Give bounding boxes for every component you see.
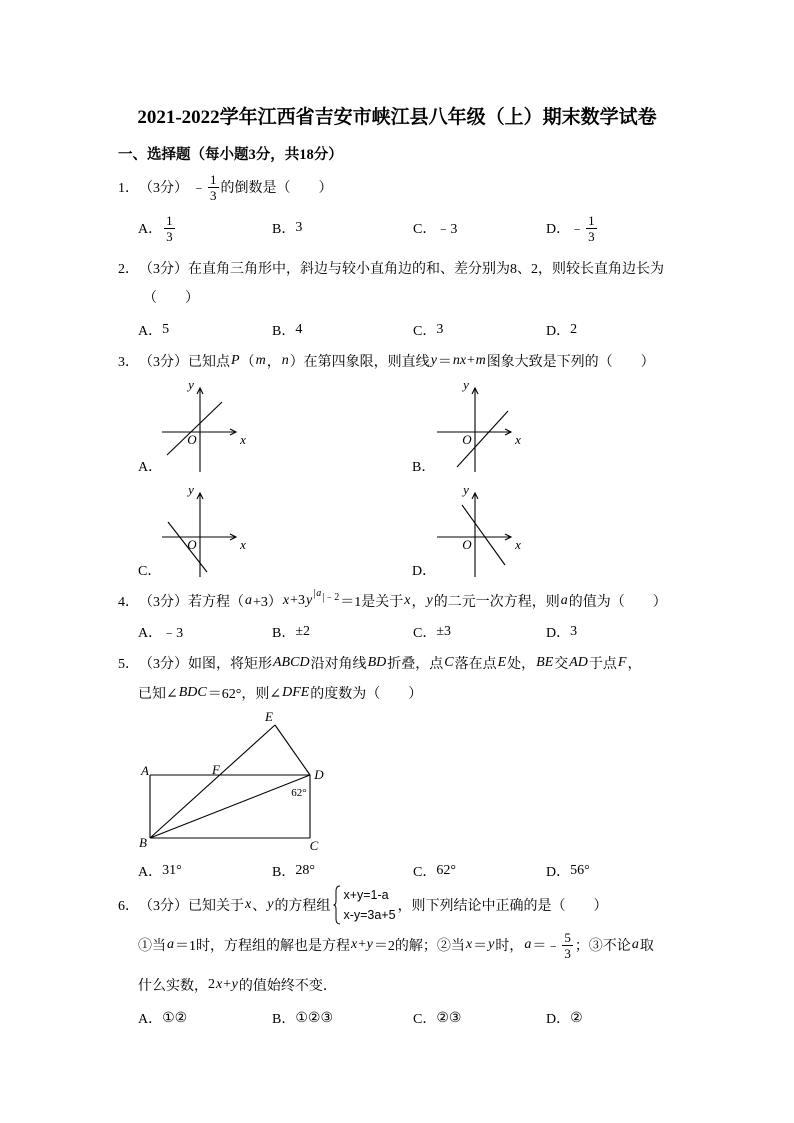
- origin-label: O: [187, 537, 197, 552]
- question-text: ＝: [437, 355, 452, 370]
- question-score: （3分）: [139, 355, 188, 370]
- q6-option-a: [138, 1003, 187, 1033]
- vertex-a-label: A: [141, 763, 149, 778]
- variable: a: [316, 587, 322, 599]
- fraction: [586, 214, 597, 243]
- question-text: 在直角三角形中，斜边与较小直角边的和、差分别为8、2，则较长直角边长为: [188, 262, 664, 277]
- exponent-text: |: [313, 587, 316, 599]
- q5-option-c: [413, 856, 456, 886]
- option-label: C．: [138, 564, 162, 579]
- fraction-numerator: 1: [588, 212, 595, 228]
- origin-label: O: [187, 432, 197, 447]
- option-value: ①②: [162, 1010, 188, 1026]
- variable: a: [631, 937, 639, 952]
- equation-system: [333, 885, 395, 925]
- statement-text: 什么实数，: [138, 979, 208, 994]
- variable: BD: [367, 655, 387, 670]
- q3-option-a-graph: [155, 377, 250, 475]
- question-text: 处，: [507, 657, 536, 672]
- variable: P: [231, 353, 240, 368]
- fraction: [208, 173, 219, 202]
- segment-ed: [275, 725, 310, 775]
- equation-1: x+y=1-a: [343, 888, 389, 902]
- fraction-numerator: 1: [210, 171, 217, 187]
- question-text: 的值为（ ）: [568, 595, 667, 610]
- question-text: 的度数为（ ）: [310, 687, 423, 702]
- question-text: 的二元一次方程，则: [433, 595, 560, 610]
- q3-option-d-graph: [430, 482, 525, 580]
- function-line: [462, 505, 505, 565]
- brace-path: [334, 886, 341, 924]
- option-label: B．: [272, 626, 296, 641]
- variable: m: [255, 353, 266, 368]
- variable: x: [404, 593, 411, 608]
- option-label: B．: [272, 1012, 296, 1027]
- statement-text: 时，: [495, 939, 524, 954]
- variable: AD: [569, 655, 588, 670]
- question-6-statements: [138, 930, 654, 960]
- q1-option-d: [546, 213, 599, 243]
- statement-text: ；③不论: [574, 939, 631, 954]
- question-number: 5．: [118, 657, 139, 672]
- option-label: A．: [138, 865, 163, 880]
- option-value: 5: [162, 322, 170, 337]
- section-heading: 一、选择题（每小题3分，共18分）: [118, 146, 343, 163]
- option-label: D．: [546, 324, 571, 339]
- fraction-denominator: 3: [588, 228, 595, 244]
- option-value: 3: [570, 624, 578, 639]
- variable: E: [497, 655, 507, 670]
- equations: [343, 885, 395, 925]
- option-label: D．: [412, 564, 437, 579]
- q2-option-b: [272, 315, 302, 345]
- variable: a: [167, 937, 174, 952]
- question-text: ，: [627, 657, 642, 672]
- question-number: 1．: [118, 181, 139, 196]
- segment-be: [150, 725, 275, 838]
- y-axis-label: y: [463, 482, 469, 497]
- option-label: C．: [413, 865, 437, 880]
- variable: n: [281, 353, 289, 368]
- variable: y: [426, 593, 433, 608]
- option-value: 3: [295, 220, 303, 235]
- question-5-continued: [138, 678, 422, 708]
- exponent-text: |﹣2: [322, 591, 340, 603]
- question-2: [118, 253, 664, 283]
- origin-label: O: [462, 432, 472, 447]
- question-text: ＝1是关于: [340, 595, 404, 610]
- q5-rectangle-fold-figure: [130, 705, 330, 855]
- option-value: 62°: [436, 863, 456, 878]
- option-label: C．: [413, 1012, 437, 1027]
- option-label: A．: [138, 460, 163, 475]
- option-label: A．: [138, 1012, 163, 1027]
- fraction: [562, 931, 573, 960]
- variable: BE: [536, 655, 554, 670]
- statement-text: ＝: [473, 939, 488, 954]
- origin-label: O: [462, 537, 472, 552]
- question-text: 交: [554, 657, 569, 672]
- q2-option-c: [413, 315, 443, 345]
- option-label: B．: [272, 324, 296, 339]
- question-text: 折叠，点: [387, 657, 444, 672]
- question-text: 的方程组: [274, 899, 331, 914]
- statement-text: 取: [639, 939, 654, 954]
- variable: DFE: [282, 685, 310, 700]
- x-axis-label: x: [240, 537, 246, 552]
- q4-option-c: [413, 617, 451, 647]
- equation-2: x-y=3a+5: [343, 908, 396, 922]
- q4-option-d: [546, 617, 577, 647]
- q6-option-c: [413, 1003, 461, 1033]
- variable: BDC: [178, 685, 207, 700]
- question-text: 、: [252, 899, 267, 914]
- option-label: C．: [413, 626, 437, 641]
- q5-option-b: [272, 856, 315, 886]
- question-text: ，: [266, 355, 281, 370]
- option-label: A．: [138, 324, 163, 339]
- variable: x+y: [351, 937, 373, 952]
- q3-option-d: [412, 555, 436, 585]
- question-text: 图象大致是下列的（ ）: [486, 355, 655, 370]
- exponent: [313, 588, 339, 603]
- y-axis-label: y: [188, 482, 194, 497]
- variable: x+y: [216, 977, 238, 992]
- statement-text: ＝2的解；②当: [373, 939, 465, 954]
- question-text: 沿对角线: [310, 657, 367, 672]
- x-axis-label: x: [515, 537, 521, 552]
- option-label: B．: [272, 865, 296, 880]
- variable: y: [430, 353, 437, 368]
- option-label: D．: [546, 1012, 571, 1027]
- variable: nx+m: [452, 353, 486, 368]
- q3-option-b: [412, 451, 435, 481]
- option-value: ﹣3: [436, 222, 458, 237]
- diagonal-bd: [150, 775, 310, 838]
- option-label: D．: [546, 865, 571, 880]
- question-6: [118, 883, 608, 927]
- question-text: 已知关于: [188, 899, 244, 914]
- variable: x: [282, 593, 290, 608]
- question-text: ，则下列结论中正确的是（ ）: [397, 899, 608, 914]
- q6-option-b: [272, 1003, 333, 1033]
- question-score: （3分）: [139, 899, 188, 914]
- option-value: ﹣3: [162, 626, 184, 641]
- question-text: 若方程（: [188, 595, 244, 610]
- q2-option-a: [138, 315, 169, 345]
- question-3: [118, 346, 655, 376]
- question-score: （3分）: [139, 657, 188, 672]
- option-value: ②③: [436, 1010, 462, 1026]
- y-axis-label: y: [188, 377, 194, 392]
- vertex-c-label: C: [309, 838, 319, 853]
- function-line: [167, 402, 222, 455]
- question-text: 已知∠: [138, 687, 178, 702]
- option-label: C．: [413, 222, 437, 237]
- q5-option-d: [546, 856, 590, 886]
- minus-sign: ﹣: [192, 181, 206, 196]
- option-label: B．: [272, 222, 296, 237]
- x-axis-label: x: [515, 432, 521, 447]
- question-6-statements-continued: [138, 970, 337, 1000]
- question-5: [118, 648, 641, 678]
- question-text: 落在点: [454, 657, 497, 672]
- option-label: D．: [546, 626, 571, 641]
- fraction-denominator: 3: [166, 228, 173, 244]
- question-2-continued: （ ）: [143, 291, 199, 306]
- option-value: ①②③: [295, 1010, 333, 1026]
- question-number: 4．: [118, 595, 139, 610]
- option-label: A．: [138, 626, 163, 641]
- fraction: [164, 214, 175, 243]
- question-text: 已知点: [188, 355, 230, 370]
- question-score: （3分）: [139, 595, 188, 610]
- option-label: A．: [138, 222, 163, 237]
- question-number: 2．: [118, 262, 139, 277]
- question-number: 3．: [118, 355, 139, 370]
- point-e-label: E: [265, 709, 273, 724]
- q3-option-b-graph: [430, 377, 525, 475]
- q4-option-a: [138, 617, 183, 647]
- variable: x: [465, 937, 473, 952]
- option-value: 28°: [295, 863, 315, 878]
- statement-text: ①当: [138, 939, 166, 954]
- option-label: C．: [413, 324, 437, 339]
- q4-option-b: [272, 617, 310, 647]
- q6-option-d: [546, 1003, 583, 1033]
- question-text: +3）: [253, 595, 282, 610]
- option-value: ±2: [295, 624, 311, 639]
- vertex-d-label: D: [314, 767, 324, 782]
- option-value: 2: [570, 322, 578, 337]
- question-score: （3分）: [139, 262, 188, 277]
- option-value: 56°: [570, 863, 590, 878]
- exam-title: 2021-2022学年江西省吉安市峡江县八年级（上）期末数学试卷: [137, 107, 657, 128]
- angle-label: 62°: [291, 787, 307, 799]
- q3-option-c: [138, 555, 161, 585]
- option-value: 4: [295, 322, 303, 337]
- option-value: 3: [436, 322, 444, 337]
- variable: F: [617, 655, 627, 670]
- question-text: （: [240, 355, 255, 370]
- option-value: ±3: [436, 624, 452, 639]
- option-label: B．: [412, 460, 436, 475]
- question-text: ）在第四象限，则直线: [289, 355, 430, 370]
- point-f-label: F: [212, 762, 220, 777]
- variable: a: [524, 937, 532, 952]
- statement-text: 2: [208, 977, 215, 992]
- option-label: D．: [546, 222, 571, 237]
- statement-text: 的值始终不变．: [238, 979, 337, 994]
- variable: a: [560, 593, 568, 608]
- option-value: 31°: [162, 863, 182, 878]
- fraction-denominator: 3: [210, 187, 217, 203]
- q1-option-c: [413, 213, 457, 243]
- question-text: +3: [290, 593, 306, 608]
- q1-option-b: [272, 213, 302, 243]
- q3-option-c-graph: [155, 482, 250, 580]
- variable: y: [267, 897, 274, 912]
- y-axis-label: y: [463, 377, 469, 392]
- fraction-numerator: 1: [166, 212, 173, 228]
- variable: a: [245, 593, 252, 608]
- question-1: [118, 172, 333, 202]
- q5-option-a: [138, 856, 182, 886]
- variable: y: [306, 593, 313, 608]
- variable: y: [488, 937, 495, 952]
- brace-icon: [333, 885, 341, 925]
- variable: x: [245, 897, 252, 912]
- fraction-numerator: 5: [564, 929, 571, 945]
- option-value: ②: [570, 1010, 583, 1026]
- vertex-b-label: B: [139, 835, 147, 850]
- variable: C: [444, 655, 454, 670]
- q1-option-a: [138, 213, 177, 243]
- x-axis-label: x: [240, 432, 246, 447]
- q2-option-d: [546, 315, 577, 345]
- question-score: （3分）: [139, 181, 188, 196]
- question-text: ，: [411, 595, 426, 610]
- question-text: 如图，将矩形: [188, 657, 272, 672]
- question-text: ＝62°，则∠: [207, 687, 282, 702]
- statement-text: ＝﹣: [532, 939, 561, 954]
- minus-sign: ﹣: [570, 222, 585, 237]
- statement-text: ＝1时，方程组的解也是方程: [175, 939, 350, 954]
- question-number: 6．: [118, 899, 139, 914]
- variable: ABCD: [273, 655, 310, 670]
- question-text: 的倒数是（ ）: [220, 181, 333, 196]
- question-text: 于点: [588, 657, 617, 672]
- fraction-denominator: 3: [564, 945, 571, 961]
- question-4: [118, 586, 667, 616]
- q3-option-a: [138, 451, 162, 481]
